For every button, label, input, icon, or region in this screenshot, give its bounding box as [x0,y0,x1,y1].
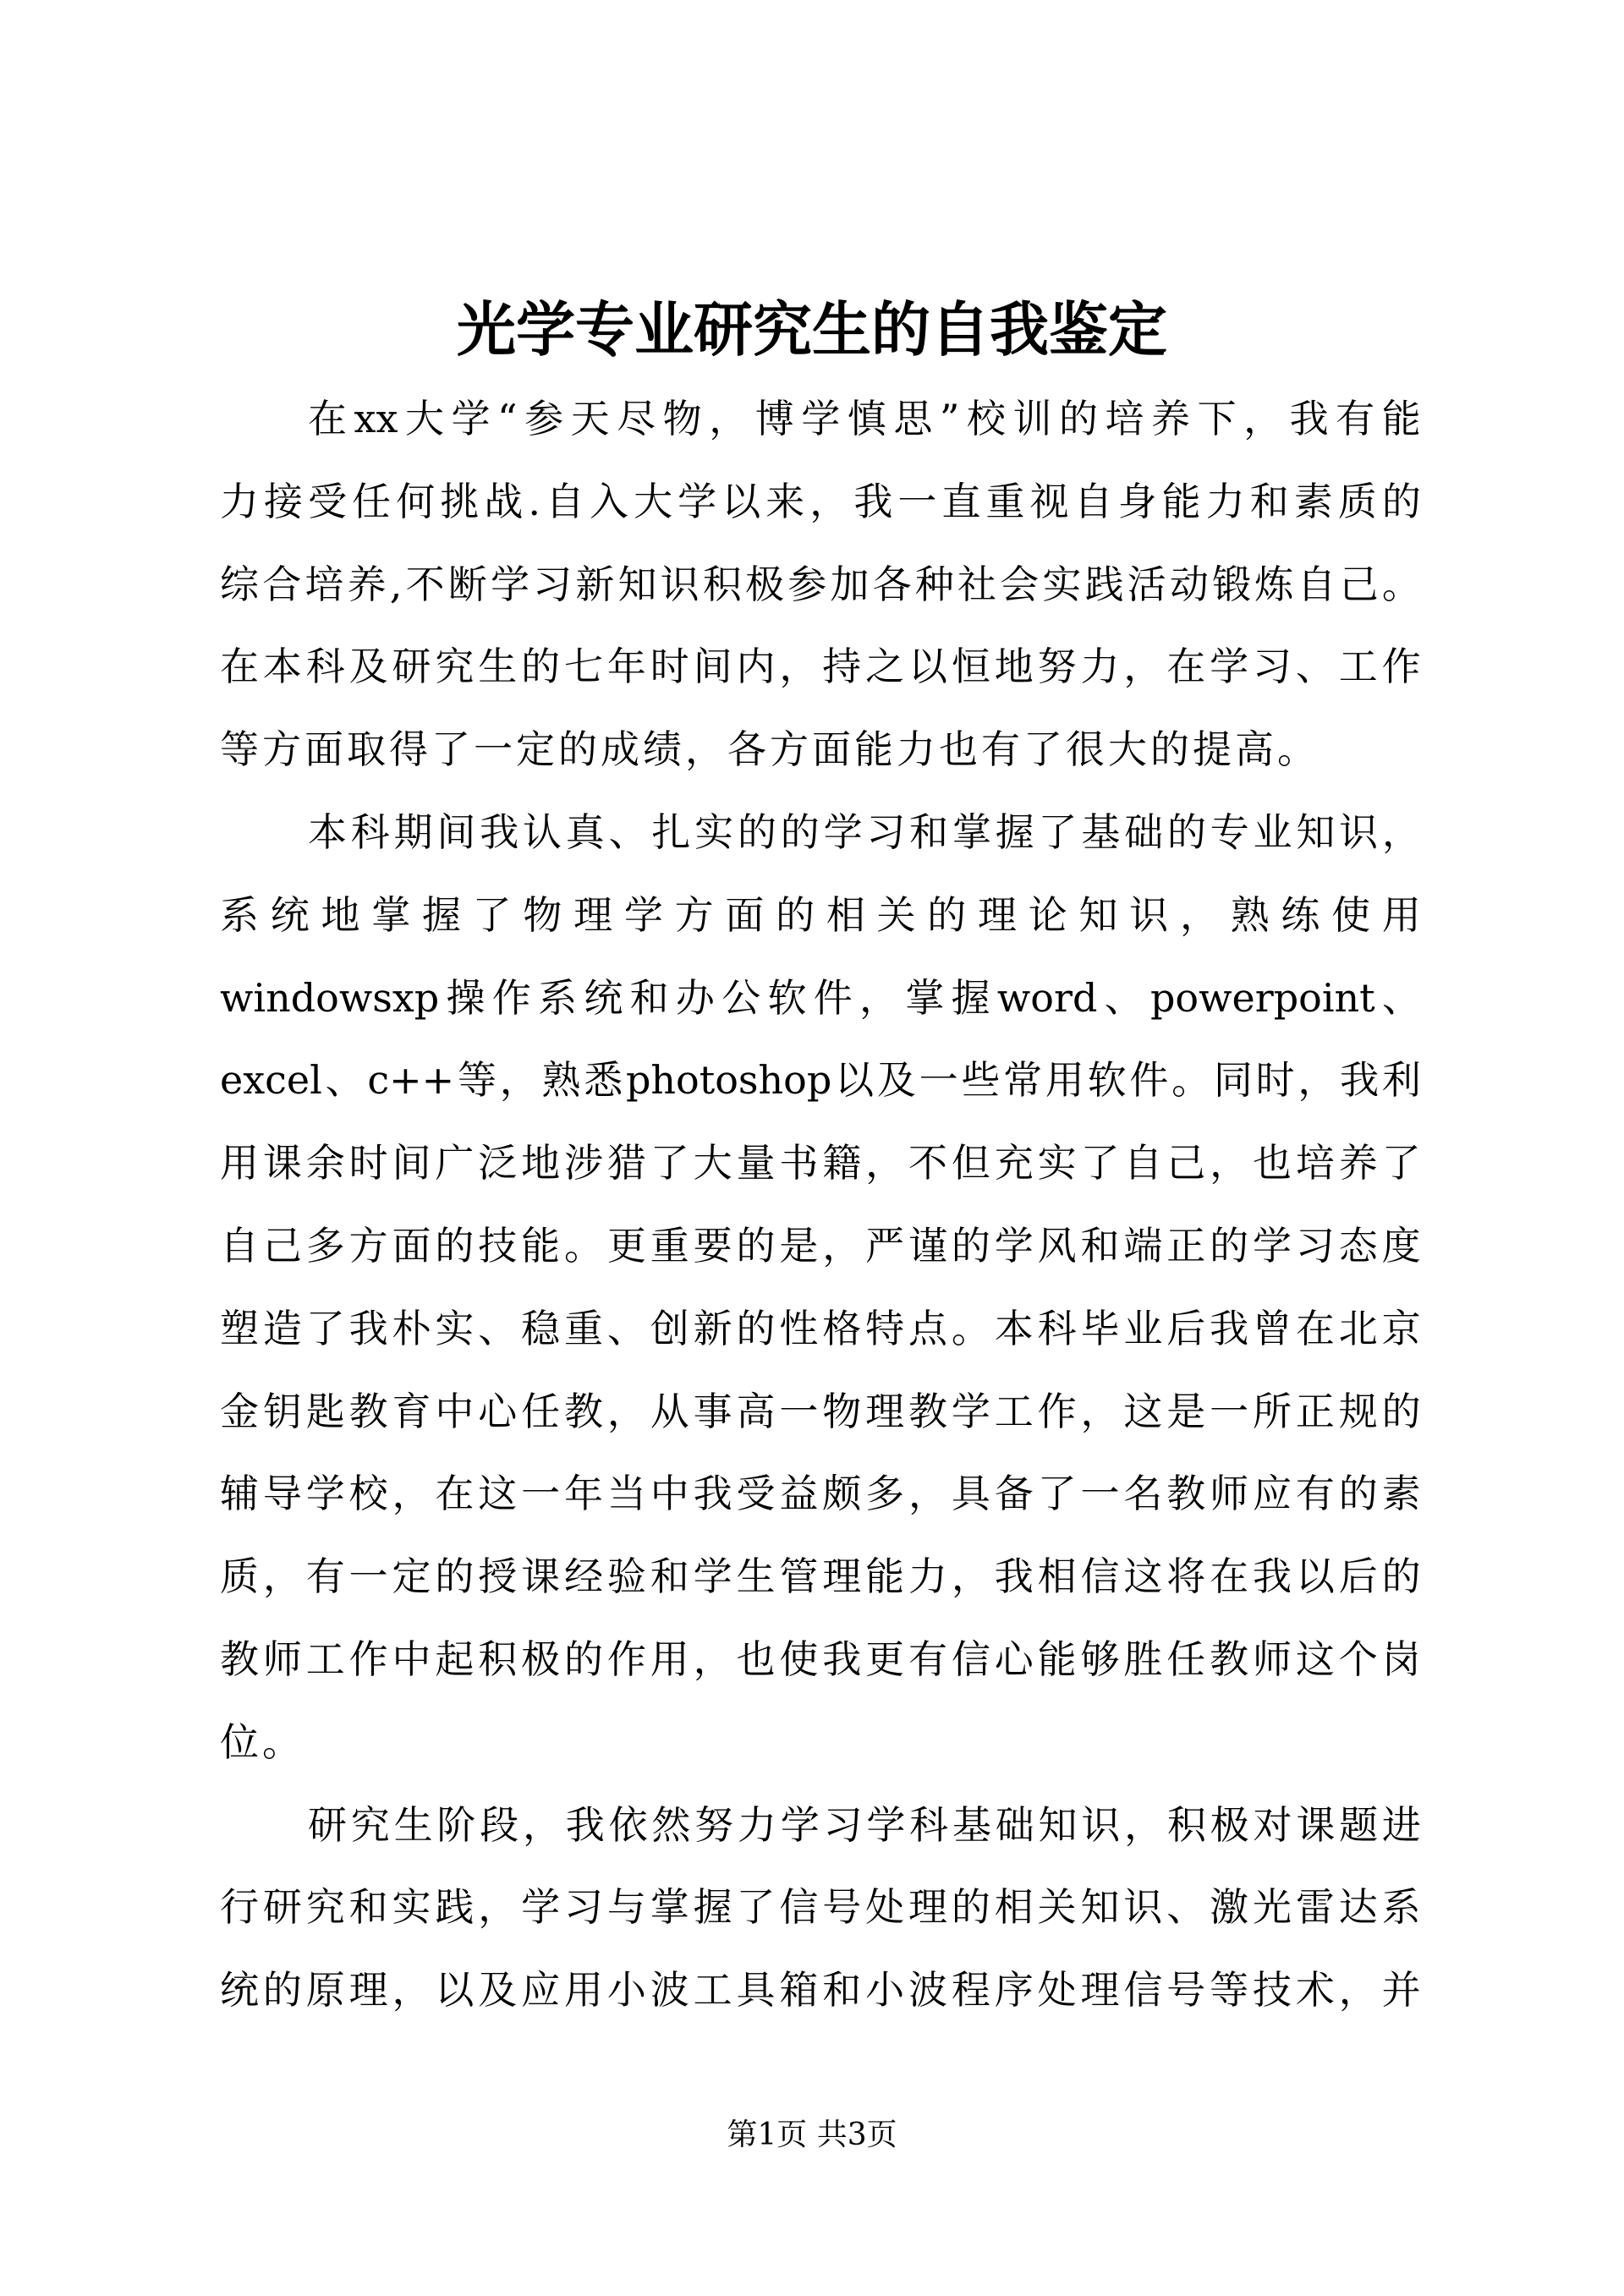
paragraph-2-line-3: windowsxp 操 作 系 统 和 办 公 软 件 ， 掌 握 word 、 powerpoint 、 [220,974,1421,1021]
paragraph-2-line-10: 质 ， 有 一 定 的 授 课 经 验 和 学 生 管 理 能 力 ， 我 相 信 这 将 在 我 以 后 的 [220,1553,1421,1600]
paragraph-3-line-1: 研 究 生 阶 段 ， 我 依 然 努 力 学 习 学 科 基 础 知 识 ， 积 极 对 课 题 进 [308,1801,1421,1848]
paragraph-1-line-2: 力 接 受 任 何 挑 战 . 自 入 大 学 以 来 ， 我 一 直 重 视 自 身 能 力 和 素 质 的 [220,478,1421,524]
paragraph-2-line-6: 自 己 多 方 面 的 技 能 。 更 重 要 的 是 ， 严 谨 的 学 风 和 端 正 的 学 习 态 度 [220,1222,1421,1269]
paragraph-2-line-5: 用 课 余 时 间 广 泛 地 涉 猎 了 大 量 书 籍 ， 不 但 充 实 了 自 己 ， 也 培 养 了 [220,1140,1421,1186]
paragraph-1-line-5: 等方面取得了一定的成绩，各方面能力也有了很大的提高。 [220,726,1320,773]
page-number-footer: 第1页 共3页 [727,2118,897,2152]
paragraph-2-line-11: 教 师 工 作 中 起 积 极 的 作 用 ， 也 使 我 更 有 信 心 能 够 胜 任 教 师 这 个 岗 [220,1636,1421,1682]
paragraph-2-line-12: 位。 [220,1718,304,1765]
paragraph-1-line-1: 在 xx 大 学 “ 参 天 尽 物 ， 博 学 慎 思 ” 校 训 的 培 养 下 ， 我 有 能 [308,396,1421,441]
paragraph-1-line-3: 综 合 培 养 , 不 断 学 习 新 知 识 积 极 参 加 各 种 社 会 实 践 活 动 锻 炼 自 己 。 [220,561,1421,607]
paragraph-3-line-2: 行 研 究 和 实 践 ， 学 习 与 掌 握 了 信 号 处 理 的 相 关 知 识 、 激 光 雷 达 系 [220,1884,1421,1931]
paragraph-3-line-3: 统 的 原 理 ， 以 及 应 用 小 波 工 具 箱 和 小 波 程 序 处 理 信 号 等 技 术 ， 并 [220,1967,1421,2014]
paragraph-2-line-1: 本 科 期 间 我 认 真 、 扎 实 的 的 学 习 和 掌 握 了 基 础 的 专 业 知 识 ， [308,808,1421,855]
paragraph-2-line-8: 金 钥 匙 教 育 中 心 任 教 ， 从 事 高 一 物 理 教 学 工 作 ， 这 是 一 所 正 规 的 [220,1388,1421,1434]
paragraph-1-line-4: 在 本 科 及 研 究 生 的 七 年 时 间 内 ， 持 之 以 恒 地 努 力 ， 在 学 习 、 工 作 [220,644,1421,690]
paragraph-2-line-9: 辅 导 学 校 ， 在 这 一 年 当 中 我 受 益 颇 多 ， 具 备 了 一 名 教 师 应 有 的 素 [220,1471,1421,1517]
document-title: 光学专业研究生的自我鉴定 [457,294,1167,364]
paragraph-2-line-2: 系 统 地 掌 握 了 物 理 学 方 面 的 相 关 的 理 论 知 识 ， 熟 练 使 用 [220,891,1421,938]
paragraph-2-line-7: 塑 造 了 我 朴 实 、 稳 重 、 创 新 的 性 格 特 点 。 本 科 毕 业 后 我 曾 在 北 京 [220,1305,1421,1351]
document-body [220,385,1421,2039]
paragraph-2-line-4: excel 、 c++ 等 ， 熟 悉 photoshop 以 及 一 些 常 用 软 件 。 同 时 ， 我 利 [220,1057,1421,1104]
